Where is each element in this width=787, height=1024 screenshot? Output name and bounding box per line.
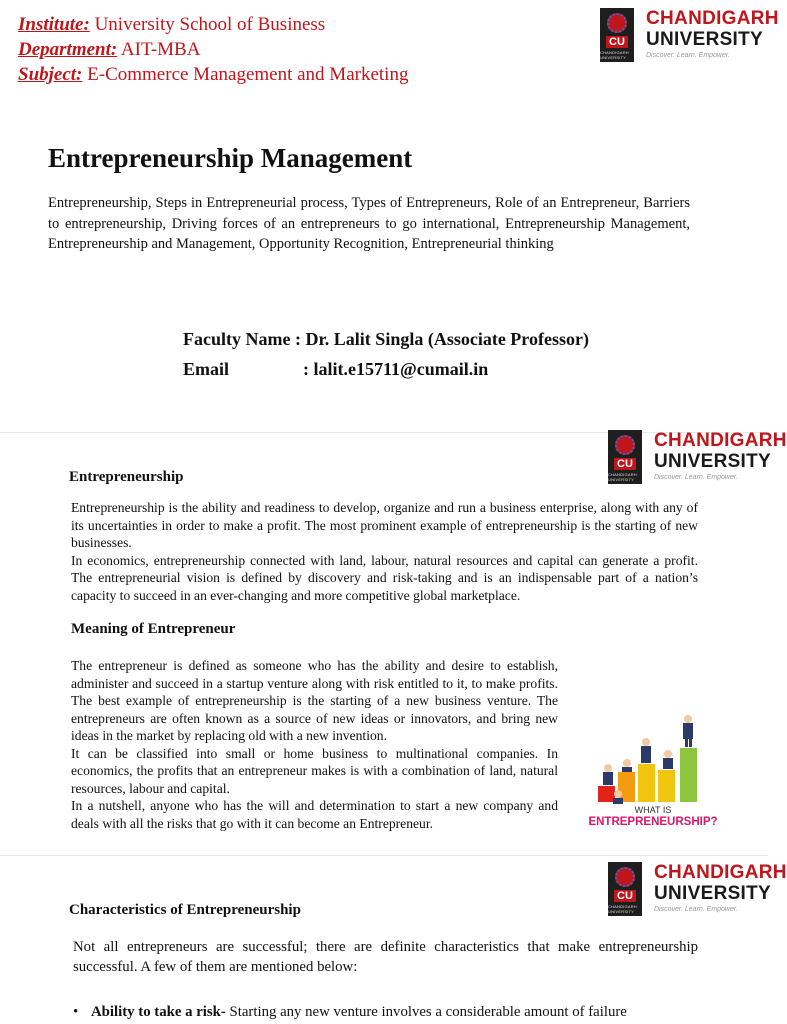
logo-line2: UNIVERSITY [654, 451, 772, 472]
logo-tagline: Discover. Learn. Empower. [646, 52, 730, 59]
illus-caption-2: ENTREPRENEURSHIP? [588, 816, 718, 828]
logo-tagline: Discover. Learn. Empower. [654, 906, 738, 913]
institute-line [18, 12, 408, 37]
bullet-icon: • [73, 1004, 79, 1020]
subject-key: Subject: [18, 64, 83, 85]
meaning-text [71, 657, 558, 832]
department-line [18, 37, 408, 62]
slide1-title: Entrepreneurship Management [48, 143, 413, 173]
meaning-title: Meaning of Entrepreneur [71, 621, 236, 637]
emblem-icon: CU CHANDIGARH UNIVERSITY [608, 430, 642, 484]
university-logo [608, 862, 787, 916]
logo-tagline: Discover. Learn. Empower. [654, 474, 738, 481]
paragraph: Entrepreneurship is the ability and readiness to develop, organize and run a business enterprise, along with any of its uncertainties in order to make a profit. The most prominent example of entrepreneurship is the starting of new businesses. [71, 500, 698, 550]
institute-key: Institute: [18, 14, 90, 35]
logo-line2: UNIVERSITY [654, 883, 772, 904]
entrepreneurship-text [71, 499, 698, 604]
list-item [73, 1004, 698, 1021]
course-header [18, 12, 408, 87]
email-label: Email [183, 359, 230, 379]
logo-line2: UNIVERSITY [646, 29, 764, 50]
logo-line1: CHANDIGARH [654, 862, 787, 883]
logo-line1: CHANDIGARH [654, 430, 787, 451]
paragraph: The entrepreneur is defined as someone who has the ability and desire to establish, administer and succeed in a startup venture along with risk entitled to it, to make profits. The best example of entrepreneurship is the starting of a new business venture. The entrepreneurs are often known as a source of new ideas or innovators, and bring new ideas in the market by replacing old with a new invention. [71, 658, 558, 743]
university-logo [600, 8, 779, 62]
email-value: : lalit.e15711@cumail.in [303, 359, 489, 379]
slide2-title: Entrepreneurship [69, 469, 184, 485]
slide3-title: Characteristics of Entrepreneurship [69, 902, 301, 918]
subject-line [18, 62, 408, 87]
university-logo [608, 430, 787, 484]
bullet-bold: Ability to take a risk- [91, 1004, 226, 1020]
slide1-summary: Entrepreneurship, Steps in Entrepreneurial process, Types of Entrepreneurs, Role of an Entrepreneur, Barriers to entrepreneurship, Driving forces of an entrepreneurs to go international, Entrepreneurship Management, Entrepreneurship and Management, Opportunity Recognition, Entrepreneurial thinking [48, 195, 690, 252]
entrepreneurship-illustration [568, 708, 738, 836]
emblem-icon: CU CHANDIGARH UNIVERSITY [608, 862, 642, 916]
bullet-text: Starting any new venture involves a considerable amount of failure [225, 1004, 627, 1020]
characteristics-intro: Not all entrepreneurs are successful; there are definite characteristics that make entrepreneurship successful. A few of them are mentioned below: [73, 939, 698, 975]
paragraph: It can be classified into small or home business to multinational companies. In economics, the profits that an entrepreneur makes is with a combination of land, natural resources, labour and capital. [71, 745, 558, 796]
slide-separator [0, 855, 768, 856]
institute-value: University School of Business [94, 14, 326, 35]
faculty-name: Faculty Name : Dr. Lalit Singla (Associate Professor) [183, 329, 589, 349]
paragraph: In economics, entrepreneurship connected with land, labour, natural resources and capital can generate a profit. The entrepreneurial vision is defined by discovery and risk-taking and is an indispensable part of a nation’s capacity to succeed in an ever-changing and more competitive global marketplace. [71, 552, 698, 603]
subject-value: E-Commerce Management and Marketing [87, 64, 409, 85]
logo-line1: CHANDIGARH [646, 8, 779, 29]
department-value: AIT-MBA [120, 39, 201, 60]
department-key: Department: [18, 39, 118, 60]
emblem-icon: CU CHANDIGARH UNIVERSITY [600, 8, 634, 62]
paragraph: In a nutshell, anyone who has the will and determination to start a new company and deals with all the risks that go with it can become an Entrepreneur. [71, 798, 558, 831]
illus-caption-1: WHAT IS [634, 805, 672, 815]
